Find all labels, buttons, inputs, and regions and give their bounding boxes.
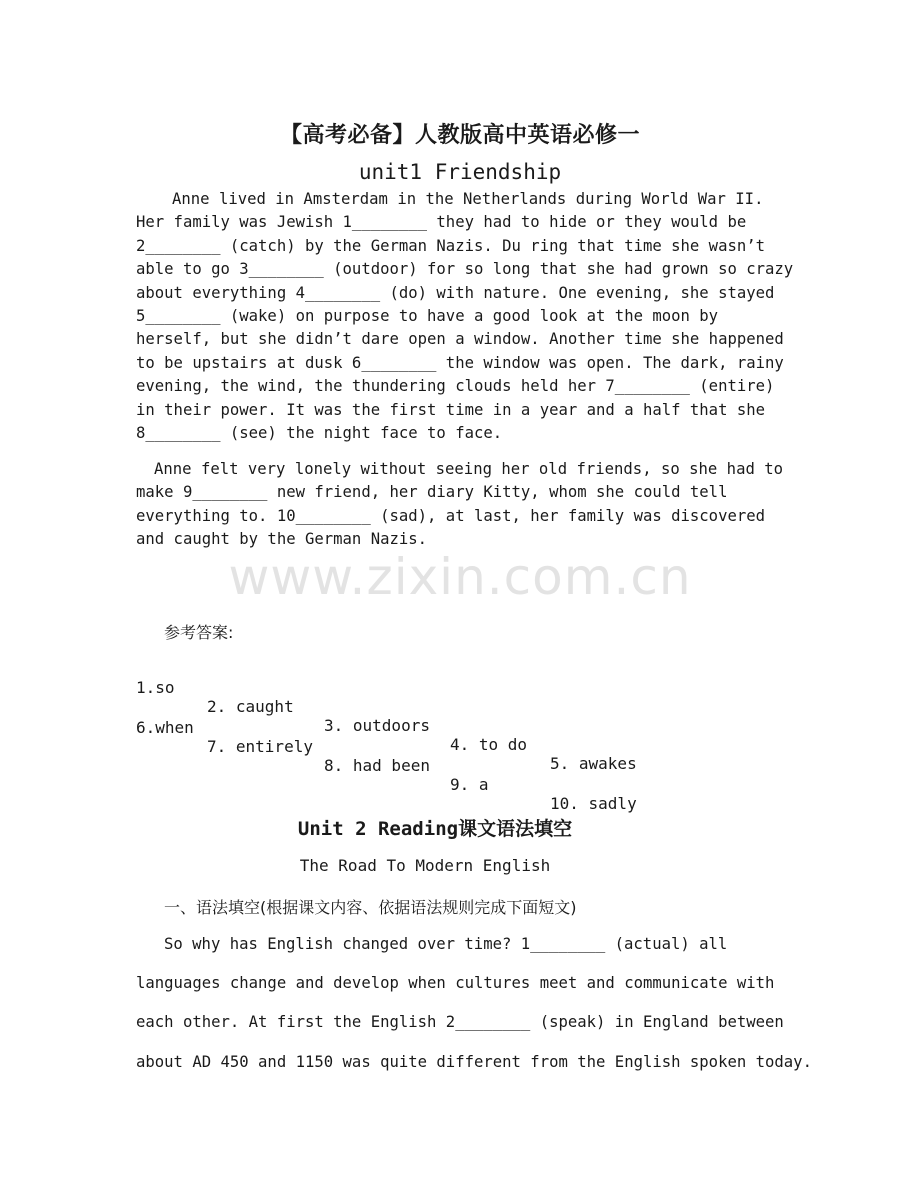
unit1-paragraph-1: Anne lived in Amsterdam in the Netherlands during World War II. Her family was Jewish 1________ they had to hide or they would be 2________ (catch) by the German Nazis. Du ring that time she wasn’t able to go 3________ (outdoor) for so long that she had grown so crazy about everything 4________ (do) with nature. One evening, she stayed 5________ (wake) on purpose to have a good look at the moon by herself, but she didn’t dare open a window. Another time she happened to be upstairs at dusk 6________ the window was open. The dark, rainy evening, the wind, the thundering clouds held her 7________ (entire) in their power. It was the first time in a year and a half that she 8________ (see) the night face to face. [136,190,794,443]
watermark: www.zixin.com.cn [228,548,692,606]
unit2-text-line: each other. At first the English 2________ (speak) in England between [136,1013,784,1031]
unit1-subtitle: unit1 Friendship [358,160,562,184]
document-title: 【高考必备】人教版高中英语必修一 [279,122,640,148]
answer-item: 6.when [136,718,194,737]
unit2-text-line: about AD 450 and 1150 was quite different from the English spoken today. [136,1053,812,1071]
answers-title: 参考答案: [164,623,234,642]
answer-item: 3. outdoors [324,716,430,735]
answer-item: 8. had been [324,756,430,775]
unit2-text-line: languages change and develop when cultures meet and communicate with [136,974,775,992]
answer-item: 2. caught [207,697,294,716]
answer-item: 4. to do [450,735,528,754]
answer-item: 9. a [450,775,489,794]
unit2-subheading: The Road To Modern English [299,856,551,875]
unit2-instruction: 一、语法填空(根据课文内容、依据语法规则完成下面短文) [164,898,577,917]
unit2-text-line: So why has English changed over time? 1________ (actual) all [164,935,728,953]
unit1-paragraph-2: Anne felt very lonely without seeing her old friends, so she had to make 9________ new friend, her diary Kitty, whom she could tell everything to. 10________ (sad), at last, her family was discovered and caught by the German Nazis. [136,460,784,549]
answer-item: 10. sadly [550,794,637,813]
answer-item: 1.so [136,678,175,697]
answer-item: 7. entirely [207,737,313,756]
unit2-heading: Unit 2 Reading课文语法填空 [297,818,573,840]
answer-item: 5. awakes [550,754,637,773]
